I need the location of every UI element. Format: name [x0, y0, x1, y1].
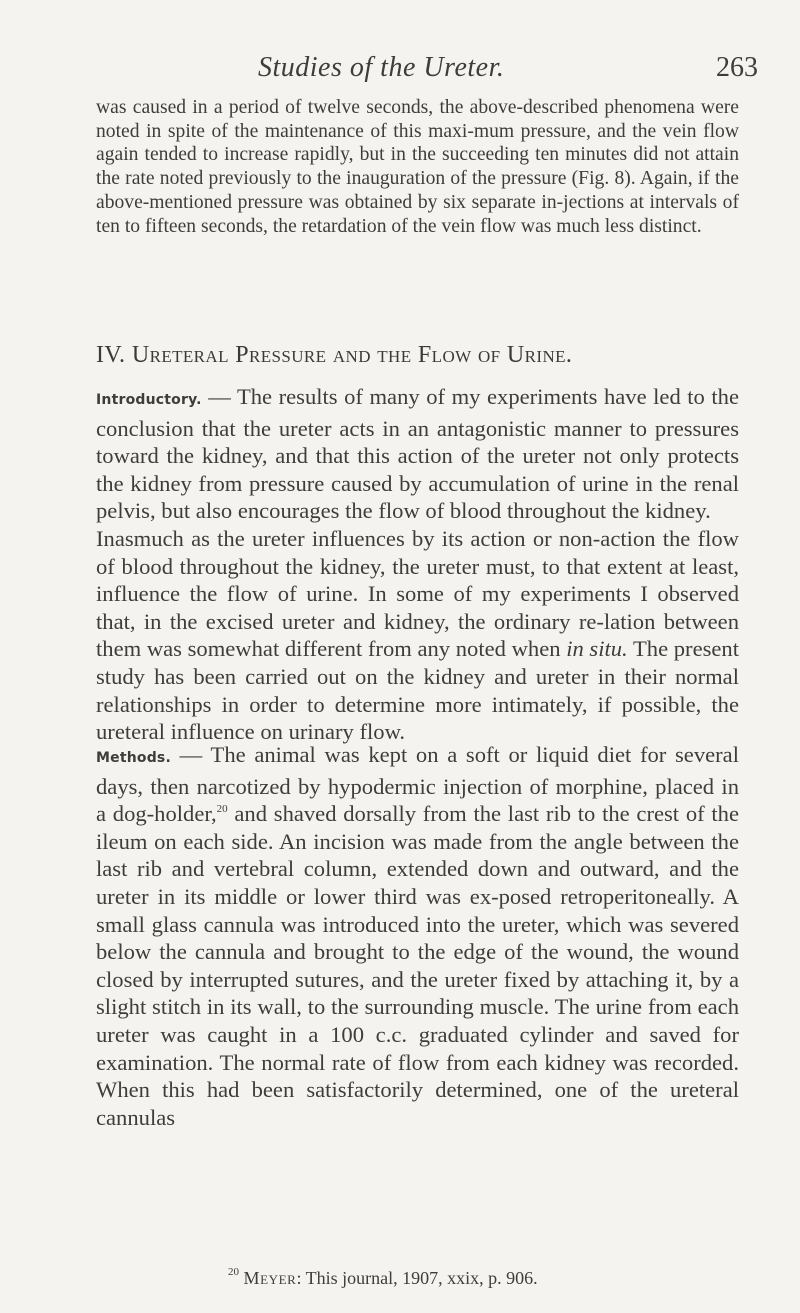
- section-title: Ureteral Pressure and the Flow of Urine.: [131, 342, 573, 368]
- introductory-section: [96, 383, 739, 746]
- footnote: [228, 1268, 538, 1289]
- methods-side-heading: Methods.: [96, 750, 171, 766]
- in-situ-italic: in situ.: [566, 636, 628, 662]
- introductory-text-2b: The present study has been carried out on the kidney and ureter in their normal relationships in order to determine more intimately, if possible, the ureteral influence on urinary flow.: [96, 636, 739, 745]
- page-number: 263: [716, 52, 758, 83]
- footnote-number: 20: [228, 1266, 239, 1278]
- section-numeral: IV.: [96, 342, 126, 368]
- footnote-citation: : This journal, 1907, xxix, p. 906.: [296, 1268, 538, 1288]
- introductory-side-heading: Introductory.: [96, 392, 202, 408]
- introductory-text-1: The results of many of my experiments have led to the conclusion that the ureter acts in an antagonistic manner to pressures toward the kidney, and that this action of the ureter not only protects the kidney from pressure caused by accumulation of urine in the renal pelvis, but also encourages the flow of blood throughout the kidney.: [96, 384, 739, 524]
- introductory-paragraph-2: [96, 525, 739, 746]
- methods-text-1: The animal was kept on a soft or liquid diet for several days, then narcotized by hypodermic injection of morphine, placed in a dog-holder,: [96, 742, 739, 827]
- introductory-text-2a: Inasmuch as the ureter influences by its action or non-action the flow of blood throughout the kidney, the ureter must, to that extent at least, influence the flow of urine. In some of my experiments I observed that, in the excised ureter and kidney, the ordinary re-lation between them was somewhat different from any noted when: [96, 525, 739, 662]
- introductory-dash: —: [208, 384, 231, 409]
- section-heading: [96, 342, 572, 369]
- continuation-text: was caused in a period of twelve seconds, the above-described phenomena were noted in spite of the maintenance of this maxi-mum pressure, and the vein flow again tended to increase rapidly, but in the succeeding ten minutes did not attain the rate noted previously to the inauguration of the pressure (Fig. 8). Again, if the above-mentioned pressure was obtained by six separate in-jections at intervals of ten to fifteen seconds, the retardation of the vein flow was much less distinct.: [96, 97, 739, 237]
- continuation-paragraph: [96, 96, 739, 238]
- methods-dash: —: [179, 742, 203, 767]
- methods-section: [96, 741, 739, 1131]
- methods-text-2: and shaved dorsally from the last rib to the crest of the ileum on each side. An incision was made from the angle between the last rib and vertebral column, extended down and outward, and the ureter in its middle or lower third was ex-posed retroperitoneally. A small glass cannula was introduced into the ureter, which was severed below the cannula and brought to the edge of the wound, the wound closed by interrupted sutures, and the ureter fixed by attaching it, by a slight stitch in its wall, to the surrounding muscle. The urine from each ureter was caught in a 100 c.c. graduated cylinder and saved for examination. The normal rate of flow from each kidney was recorded. When this had been satisfactorily determined, one of the ureteral cannulas: [96, 801, 739, 1130]
- methods-paragraph: [96, 741, 739, 1131]
- running-title: Studies of the Ureter.: [258, 52, 505, 83]
- introductory-paragraph-1: [96, 383, 739, 525]
- footnote-author: Meyer: [243, 1268, 297, 1288]
- footnote-reference[interactable]: 20: [216, 803, 228, 816]
